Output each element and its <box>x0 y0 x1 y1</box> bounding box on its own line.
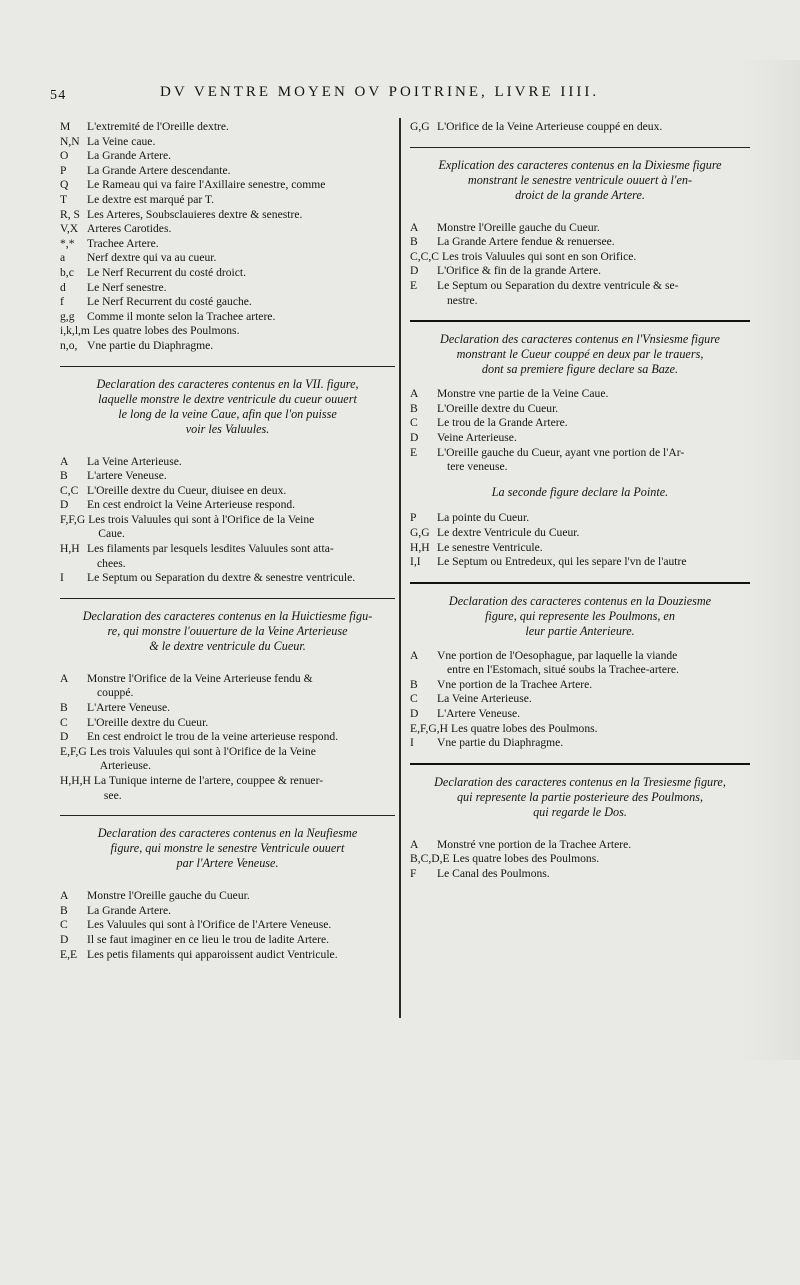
list-item <box>60 164 395 179</box>
list-item <box>410 555 750 570</box>
heading-line: monstrant le Cueur couppé en deux par le trauers, <box>456 347 704 362</box>
list-item <box>60 222 395 237</box>
item-text-wrap <box>87 672 395 701</box>
item-key: d <box>60 280 66 294</box>
heading-line: & le dextre ventricule du Cueur. <box>149 638 306 653</box>
item-text-wrap <box>90 745 395 774</box>
item-key: R, S <box>60 207 80 221</box>
item-key: E <box>410 278 418 292</box>
item-key: b,c <box>60 265 74 279</box>
page-number: 54 <box>50 88 67 103</box>
item-text: La pointe du Cueur. <box>437 511 530 525</box>
right-column <box>410 120 750 882</box>
section-heading-xii <box>416 594 744 639</box>
item-key: C,C <box>60 483 79 497</box>
item-text: Monstre l'Orifice de la Veine Arterieuse fendu & <box>87 671 313 685</box>
item-key: A <box>410 837 419 851</box>
list-item <box>410 279 750 308</box>
heading-line: par l'Artere Veneuse. <box>176 856 279 871</box>
heading-line: Declaration des caracteres contenus en la VII. figure, <box>96 376 359 391</box>
legend-list-top <box>60 120 395 354</box>
item-text: Les quatre lobes des Poulmons. <box>451 721 598 735</box>
item-text: En cest endroict le trou de la veine arterieuse respond. <box>87 730 339 744</box>
item-text-wrap <box>87 542 395 571</box>
item-text: Le Nerf Recurrent du costé gauche. <box>87 295 252 309</box>
item-key: F <box>410 867 417 881</box>
item-text: Vne portion de l'Oesophague, par laquelle la viande <box>437 648 678 662</box>
list-item <box>60 774 395 803</box>
list-item <box>60 904 395 919</box>
list-item <box>410 526 750 541</box>
item-key: A <box>60 889 69 903</box>
list-item <box>60 933 395 948</box>
item-text: Les Arteres, Soubsclauieres dextre & senestre. <box>87 207 303 221</box>
item-continuation: entre en l'Estomach, situé soubs la Trachee-artere. <box>447 663 679 677</box>
item-key: A <box>410 220 419 234</box>
item-key: B <box>410 401 418 415</box>
list-item <box>60 701 395 716</box>
section-rule <box>60 815 395 816</box>
item-key: B <box>410 677 418 691</box>
item-text: Le trou de la Grande Artere. <box>437 416 568 430</box>
item-text: Les trois Valuules qui sont à l'Orifice de la Veine <box>88 512 315 526</box>
heading-line: Declaration des caracteres contenus en la Tresiesme figure, <box>434 774 726 789</box>
item-text: Arteres Carotides. <box>87 222 172 236</box>
item-key: B <box>60 469 68 483</box>
item-text: Le dextre est marqué par T. <box>87 192 215 206</box>
list-item <box>410 387 750 402</box>
item-text: Les petis filaments qui apparoissent audict Ventricule. <box>87 947 338 961</box>
item-key: I <box>410 736 414 750</box>
item-key: H,H,H <box>60 774 91 787</box>
item-key: M <box>60 120 71 133</box>
item-text-wrap <box>437 446 750 475</box>
item-text: Les trois Valuules qui sont en son Orifice. <box>442 249 637 263</box>
item-text: Les quatre lobes des Poulmons. <box>452 852 600 866</box>
list-item <box>410 678 750 693</box>
item-text: L'Orifice & fin de la grande Artere. <box>437 264 602 278</box>
item-text: Monstre l'Oreille gauche du Cueur. <box>87 889 250 903</box>
item-continuation: couppé. <box>97 686 134 700</box>
item-key: I <box>60 571 64 585</box>
list-item <box>60 498 395 513</box>
item-key: T <box>60 192 68 206</box>
item-key: C <box>410 416 418 430</box>
item-key: E <box>410 445 418 459</box>
item-key: D <box>410 264 419 278</box>
item-key: D <box>60 498 69 512</box>
section-rule <box>410 320 750 322</box>
item-text: Le senestre Ventricule. <box>437 540 543 554</box>
item-text: En cest endroict la Veine Arterieuse respond. <box>87 498 296 512</box>
list-item <box>60 339 395 354</box>
legend-list-vii <box>60 455 395 586</box>
left-column <box>60 120 395 962</box>
heading-line: le long de la veine Caue, afin que l'on puisse <box>118 406 337 421</box>
item-key: V,X <box>60 222 79 236</box>
list-item <box>410 235 750 250</box>
item-text: La Veine Arterieuse. <box>87 454 182 468</box>
list-item <box>410 511 750 526</box>
item-text: Vne partie du Diaphragme. <box>87 338 214 352</box>
item-continuation: chees. <box>97 556 126 570</box>
heading-line: dont sa premiere figure declare sa Baze. <box>481 362 679 377</box>
section-heading-x <box>416 158 744 203</box>
list-item <box>410 649 750 678</box>
item-text: Monstré vne portion de la Trachee Artere. <box>437 837 632 851</box>
list-item <box>60 571 395 586</box>
item-text: Les filaments par lesquels lesdites Valuules sont atta- <box>87 542 334 556</box>
list-item <box>410 692 750 707</box>
list-item <box>410 867 750 882</box>
item-key: B,C,D,E <box>410 852 450 866</box>
item-key: N,N <box>60 134 80 148</box>
list-item <box>410 838 750 853</box>
item-key: O <box>60 149 69 163</box>
heading-line: droict de la grande Artere. <box>515 187 645 202</box>
running-title: DV VENTRE MOYEN OV POITRINE, LIVRE IIII. <box>160 84 600 100</box>
item-key: F,F,G <box>60 512 86 526</box>
list-item <box>410 250 750 265</box>
item-continuation: Caue. <box>98 527 125 541</box>
item-text: L'Oreille dextre du Cueur. <box>87 715 209 729</box>
heading-line: Declaration des caracteres contenus en la Douziesme <box>448 593 712 608</box>
list-item <box>410 707 750 722</box>
item-text: Le Nerf Recurrent du costé droict. <box>87 265 247 279</box>
item-continuation: nestre. <box>447 293 478 307</box>
list-item <box>60 672 395 701</box>
item-key: A <box>60 671 69 685</box>
list-item <box>60 948 395 963</box>
item-key: Q <box>60 178 69 192</box>
list-item <box>410 264 750 279</box>
item-text: La Grande Artere. <box>87 903 172 917</box>
item-key: C <box>60 715 68 729</box>
list-item <box>60 918 395 933</box>
legend-list-viii <box>60 672 395 803</box>
item-text: Veine Arterieuse. <box>437 430 517 444</box>
section-heading-xi <box>416 332 744 377</box>
item-text-wrap <box>437 279 750 308</box>
item-text: Le Nerf senestre. <box>87 280 167 294</box>
item-text: L'Orifice de la Veine Arterieuse couppé en deux. <box>437 120 663 133</box>
item-text: Le dextre Ventricule du Cueur. <box>437 525 580 539</box>
list-item <box>60 295 395 310</box>
heading-line: re, qui monstre l'ouuerture de la Veine Arterieuse <box>107 623 348 638</box>
item-key: H,H <box>60 542 80 556</box>
item-text: Les Valuules qui sont à l'Orifice de l'Artere Veneuse. <box>87 918 332 932</box>
item-text: Le Septum ou Separation du dextre ventricule & se- <box>437 278 679 292</box>
section-subheading: La seconde figure declare la Pointe. <box>491 484 669 499</box>
item-text: L'extremité de l'Oreille dextre. <box>87 120 229 133</box>
item-text: Nerf dextre qui va au cueur. <box>87 251 217 265</box>
heading-line: qui represente la partie posterieure des Poulmons, <box>456 789 704 804</box>
list-item <box>60 324 395 339</box>
item-text: La Grande Artere. <box>87 149 172 163</box>
list-item <box>60 266 395 281</box>
item-key: D <box>60 730 69 744</box>
list-item <box>410 722 750 737</box>
item-key: P <box>60 163 67 177</box>
item-key: C,C,C <box>410 249 439 263</box>
list-item <box>60 135 395 150</box>
item-text: L'Artere Veneuse. <box>437 707 520 721</box>
list-item <box>60 730 395 745</box>
item-key: D <box>60 932 69 946</box>
list-item <box>410 736 750 751</box>
item-text: Le Canal des Poulmons. <box>437 867 550 881</box>
item-text-wrap <box>437 649 750 678</box>
list-item <box>60 513 395 542</box>
item-text-wrap <box>94 774 395 803</box>
item-text: L'Oreille dextre du Cueur, diuisee en deux. <box>87 483 287 497</box>
list-item <box>410 416 750 431</box>
list-item <box>60 745 395 774</box>
item-key: G,G <box>410 120 430 133</box>
item-text: L'Artere Veneuse. <box>87 701 170 715</box>
item-continuation: tere veneuse. <box>447 460 508 474</box>
legend-list-ix <box>60 889 395 962</box>
item-key: B <box>410 235 418 249</box>
item-key: g,g <box>60 309 75 323</box>
list-item <box>60 208 395 223</box>
list-item <box>410 221 750 236</box>
item-text: L'Oreille dextre du Cueur. <box>437 401 559 415</box>
item-text: Trachee Artere. <box>87 236 159 250</box>
item-text: Comme il monte selon la Trachee artere. <box>87 309 276 323</box>
list-item <box>60 281 395 296</box>
page-header <box>50 84 610 108</box>
heading-line: qui regarde le Dos. <box>533 804 627 819</box>
item-text: La Grande Artere fendue & renuersee. <box>437 235 615 249</box>
legend-list-xiii <box>410 838 750 882</box>
heading-line: laquelle monstre le dextre ventricule du cueur ouuert <box>98 391 357 406</box>
section-heading-vii <box>66 377 389 437</box>
heading-line: figure, qui monstre le senestre Ventricule ouuert <box>110 841 345 856</box>
list-item <box>410 402 750 417</box>
item-text: Le Septum ou Entredeux, qui les separe l'vn de l'autre <box>437 555 687 569</box>
item-text: La Veine caue. <box>87 134 156 148</box>
legend-list-xii <box>410 649 750 751</box>
list-item <box>60 889 395 904</box>
list-item <box>60 120 395 135</box>
section-rule <box>410 147 750 148</box>
item-key: i,k,l,m <box>60 324 90 338</box>
item-text: La Tunique interne de l'artere, couppee & renuer- <box>93 774 324 787</box>
item-text: Le Rameau qui va faire l'Axillaire senestre, comme <box>87 178 326 192</box>
item-text: Monstre vne partie de la Veine Caue. <box>437 387 609 401</box>
item-key: C <box>60 918 68 932</box>
item-key: A <box>60 454 69 468</box>
column-divider <box>399 118 401 1018</box>
list-item <box>60 469 395 484</box>
list-item <box>60 251 395 266</box>
heading-line: leur partie Anterieure. <box>525 623 635 638</box>
item-key: a <box>60 251 66 265</box>
section-rule <box>60 366 395 367</box>
item-text: Les trois Valuules qui sont à l'Orifice de la Veine <box>89 744 316 758</box>
item-key: B <box>60 903 68 917</box>
list-item <box>60 237 395 252</box>
item-key: C <box>410 692 418 706</box>
heading-line: figure, qui represente les Poulmons, en <box>485 608 675 623</box>
item-key: A <box>410 648 419 662</box>
item-key: H,H <box>410 540 430 554</box>
list-item <box>60 310 395 325</box>
heading-line: Declaration des caracteres contenus en la Neufiesme <box>97 826 358 841</box>
list-item <box>60 178 395 193</box>
list-item <box>60 149 395 164</box>
section-rule <box>410 763 750 765</box>
item-key: n,o, <box>60 338 78 352</box>
legend-list-x <box>410 221 750 309</box>
list-item <box>60 455 395 470</box>
legend-list-xi <box>410 387 750 475</box>
heading-line: Explication des caracteres contenus en la Dixiesme figure <box>438 157 722 172</box>
item-key: E,E <box>60 947 78 961</box>
item-key: *,* <box>60 236 75 250</box>
item-key: B <box>60 701 68 715</box>
item-text: La Veine Arterieuse. <box>437 692 532 706</box>
section-rule <box>60 598 395 599</box>
item-text: L'Oreille gauche du Cueur, ayant vne portion de l'Ar- <box>437 445 685 459</box>
heading-line: Declaration des caracteres contenus en la Huictiesme figu- <box>82 608 373 623</box>
section-rule <box>410 582 750 584</box>
item-text-wrap <box>88 513 395 542</box>
heading-line: monstrant le senestre ventricule ouuert à l'en- <box>467 172 693 187</box>
item-text: Il se faut imaginer en ce lieu le trou de ladite Artere. <box>87 932 330 946</box>
item-text: La Grande Artere descendante. <box>87 163 231 177</box>
item-key: f <box>60 295 64 309</box>
section-heading-ix <box>66 826 389 871</box>
item-key: G,G <box>410 525 430 539</box>
item-text: Monstre l'Oreille gauche du Cueur. <box>437 220 600 234</box>
item-key: D <box>410 430 419 444</box>
item-key: I,I <box>410 555 421 569</box>
item-text: Le Septum ou Separation du dextre & senestre ventricule. <box>87 571 356 585</box>
list-item <box>60 193 395 208</box>
list-item <box>410 541 750 556</box>
heading-line: Declaration des caracteres contenus en l'Vnsiesme figure <box>440 332 720 347</box>
item-key: E,F,G <box>60 744 87 758</box>
legend-list-xi-pointe <box>410 511 750 569</box>
list-item <box>410 120 750 135</box>
item-continuation: Arterieuse. <box>99 759 151 773</box>
section-heading-viii <box>66 609 389 654</box>
item-continuation: see. <box>103 788 122 802</box>
item-text: Vne partie du Diaphragme. <box>437 736 564 750</box>
item-key: D <box>410 707 419 721</box>
item-text: Vne portion de la Trachee Artere. <box>437 677 593 691</box>
list-item <box>410 852 750 867</box>
list-item <box>410 431 750 446</box>
section-heading-xiii <box>416 775 744 820</box>
list-item <box>60 484 395 499</box>
heading-line: voir les Valuules. <box>185 421 270 436</box>
item-text: L'artere Veneuse. <box>87 469 167 483</box>
item-text: Les quatre lobes des Poulmons. <box>92 324 240 338</box>
list-item <box>410 446 750 475</box>
item-key: P <box>410 511 417 525</box>
list-item <box>60 716 395 731</box>
item-key: A <box>410 387 419 401</box>
item-key: E,F,G,H <box>410 721 449 735</box>
list-item <box>60 542 395 571</box>
